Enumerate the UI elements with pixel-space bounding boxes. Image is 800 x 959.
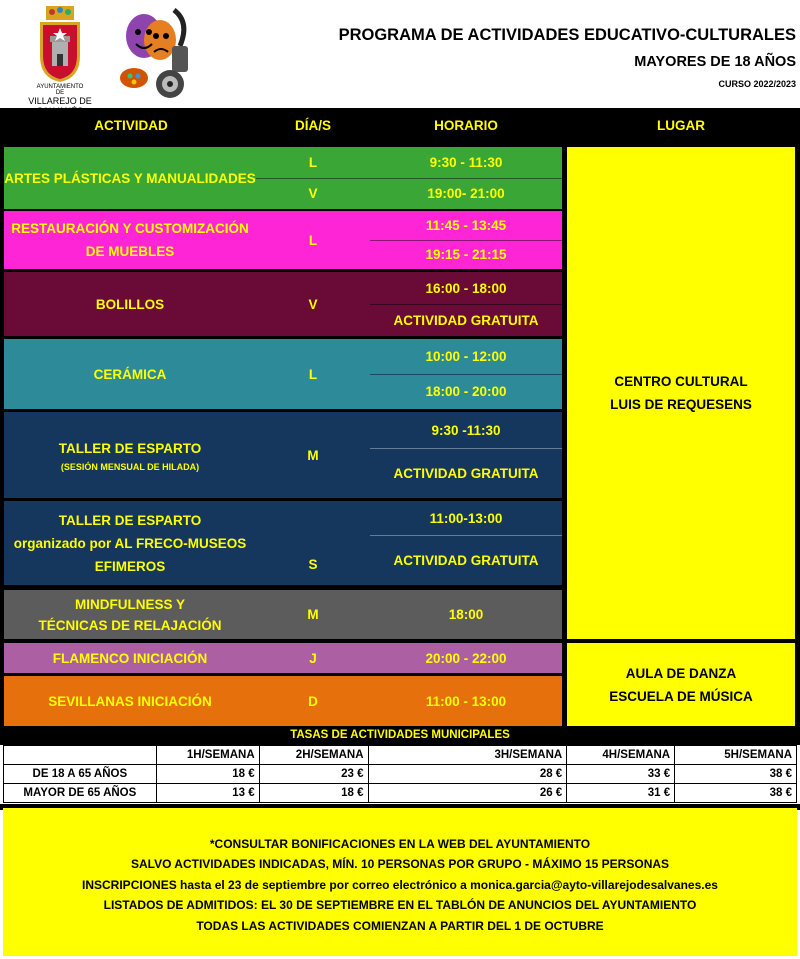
activity-day: M: [307, 607, 319, 622]
venue-centro-cultural: [567, 147, 795, 639]
activity-row-esparto-alfreco: [4, 501, 562, 585]
fees-cell: 26 €: [368, 784, 567, 803]
fees-cell: 33 €: [567, 765, 675, 784]
activity-time: 18:00 - 20:00: [425, 384, 507, 399]
fees-header-cell: 2H/SEMANA: [259, 746, 368, 765]
coat-of-arms-icon: [36, 4, 84, 84]
venue-name: LUIS DE REQUESENS: [610, 397, 752, 412]
page-header: [0, 0, 800, 108]
activity-time: 10:00 - 12:00: [425, 349, 507, 364]
course-year: CURSO 2022/2023: [718, 79, 796, 89]
ayto-de: DE: [55, 90, 65, 96]
activity-time: 9:30 -11:30: [431, 422, 501, 438]
activity-day: M: [307, 447, 319, 463]
row-divider: [370, 374, 562, 375]
column-header-lugar: LUGAR: [657, 118, 705, 133]
activity-day: L: [308, 232, 318, 248]
activity-row-mindfulness: [4, 590, 562, 639]
fees-header-cell: 4H/SEMANA: [567, 746, 675, 765]
fees-cell: 28 €: [368, 765, 567, 784]
fees-cell: 18 €: [156, 765, 259, 784]
activity-name: organizado por AL FRECO-MUSEOS: [13, 535, 247, 551]
activity-row-flamenco: [4, 643, 562, 673]
activity-day: L: [308, 366, 318, 382]
note-line: INSCRIPCIONES hasta el 23 de septiembre por correo electrónico a monica.garcia@ayto-villarejodesalvanes.es: [82, 877, 718, 892]
activity-day: S: [308, 556, 318, 572]
activity-name: SEVILLANAS INICIACIÓN: [48, 693, 212, 709]
schedule-table: [0, 108, 800, 728]
note-line: LISTADOS DE ADMITIDOS: EL 30 DE SEPTIEMBRE EN EL TABLÓN DE ANUNCIOS DEL AYUNTAMIENTO: [103, 898, 697, 913]
activity-day: J: [309, 650, 317, 666]
note-line: SALVO ACTIVIDADES INDICADAS, MÍN. 10 PERSONAS POR GRUPO - MÁXIMO 15 PERSONAS: [130, 857, 670, 872]
activity-time: 19:15 - 21:15: [425, 247, 507, 262]
fees-header-cell: 1H/SEMANA: [156, 746, 259, 765]
activity-time: 18:00: [448, 607, 484, 622]
activity-day: V: [308, 296, 318, 312]
activity-row-sevillanas: [4, 676, 562, 726]
fees-cell: 31 €: [567, 784, 675, 803]
activity-time: 19:00- 21:00: [427, 186, 505, 201]
activity-name: DE MUEBLES: [85, 244, 175, 259]
fees-header-cell: [4, 746, 157, 765]
activity-time: 16:00 - 18:00: [425, 280, 507, 296]
activity-time: 9:30 - 11:30: [429, 155, 503, 170]
venue-name: CENTRO CULTURAL: [614, 374, 748, 389]
activity-name: MINDFULNESS Y: [74, 596, 185, 612]
fees-row-label: MAYOR DE 65 AÑOS: [4, 784, 157, 803]
activity-name: TALLER DE ESPARTO: [58, 512, 202, 528]
page-title: PROGRAMA DE ACTIVIDADES EDUCATIVO-CULTURALES: [338, 26, 796, 44]
fees-cell: 18 €: [259, 784, 368, 803]
fees-cell: 13 €: [156, 784, 259, 803]
activity-time: 11:00-13:00: [429, 510, 503, 526]
venue-aula-danza: [567, 643, 795, 726]
activity-note: (SESIÓN MENSUAL DE HILADA): [60, 461, 200, 472]
activity-name: BOLILLOS: [95, 296, 165, 312]
activity-name: FLAMENCO INICIACIÓN: [52, 650, 208, 666]
activity-name: EFIMEROS: [94, 558, 166, 574]
column-header-horario: HORARIO: [434, 118, 498, 133]
venue-name: ESCUELA DE MÚSICA: [609, 688, 753, 704]
activity-free-label: ACTIVIDAD GRATUITA: [393, 552, 539, 568]
activity-row-esparto-hilada: [4, 412, 562, 498]
table-row: [4, 765, 797, 784]
activity-name: TALLER DE ESPARTO: [58, 440, 202, 456]
table-row: [4, 746, 797, 765]
column-header-actividad: ACTIVIDAD: [94, 118, 168, 133]
column-header-dias: DÍA/S: [294, 118, 331, 133]
page-subtitle: MAYORES DE 18 AÑOS: [634, 54, 796, 70]
row-divider: [370, 304, 562, 305]
note-line: *CONSULTAR BONIFICACIONES EN LA WEB DEL AYUNTAMIENTO: [209, 836, 591, 851]
activity-day: D: [308, 693, 318, 709]
activity-time: 11:00 - 13:00: [425, 693, 507, 709]
fees-cell: 38 €: [675, 765, 797, 784]
row-divider: [256, 178, 562, 179]
note-line: TODAS LAS ACTIVIDADES COMIENZAN A PARTIR DEL 1 DE OCTUBRE: [196, 918, 604, 933]
activity-name: ARTES PLÁSTICAS Y MANUALIDADES: [4, 170, 256, 186]
table-row: [4, 784, 797, 803]
activity-name: RESTAURACIÓN Y CUSTOMIZACIÓN: [11, 221, 249, 236]
fees-cell: 38 €: [675, 784, 797, 803]
activity-row-artes: [4, 147, 562, 209]
town-name: VILLAREJO DE: [28, 96, 92, 106]
fees-table: [3, 745, 797, 803]
ayto-label: AYUNTAMIENTO: [36, 84, 84, 90]
activity-day: V: [308, 186, 318, 201]
activity-free-label: ACTIVIDAD GRATUITA: [393, 465, 539, 481]
row-divider: [370, 448, 562, 449]
activity-day: L: [308, 155, 318, 170]
row-divider: [370, 240, 562, 241]
theater-masks-icon: [116, 6, 198, 102]
venue-name: AULA DE DANZA: [625, 665, 737, 681]
activity-time: 11:45 - 13:45: [425, 218, 507, 233]
row-divider: [370, 535, 562, 536]
activity-time: 20:00 - 22:00: [425, 650, 507, 666]
fees-header-cell: 3H/SEMANA: [368, 746, 567, 765]
activity-name: CERÁMICA: [93, 366, 167, 382]
fees-row-label: DE 18 A 65 AÑOS: [4, 765, 157, 784]
activity-free-label: ACTIVIDAD GRATUITA: [393, 312, 539, 328]
fees-header-cell: 5H/SEMANA: [675, 746, 797, 765]
activity-row-restauracion: [4, 211, 562, 269]
activity-row-ceramica: [4, 339, 562, 409]
fees-cell: 23 €: [259, 765, 368, 784]
activity-name: TÉCNICAS DE RELAJACIÓN: [38, 617, 222, 633]
fees-title: TASAS DE ACTIVIDADES MUNICIPALES: [0, 728, 800, 745]
activity-row-bolillos: [4, 272, 562, 336]
notes-box: [3, 808, 797, 956]
